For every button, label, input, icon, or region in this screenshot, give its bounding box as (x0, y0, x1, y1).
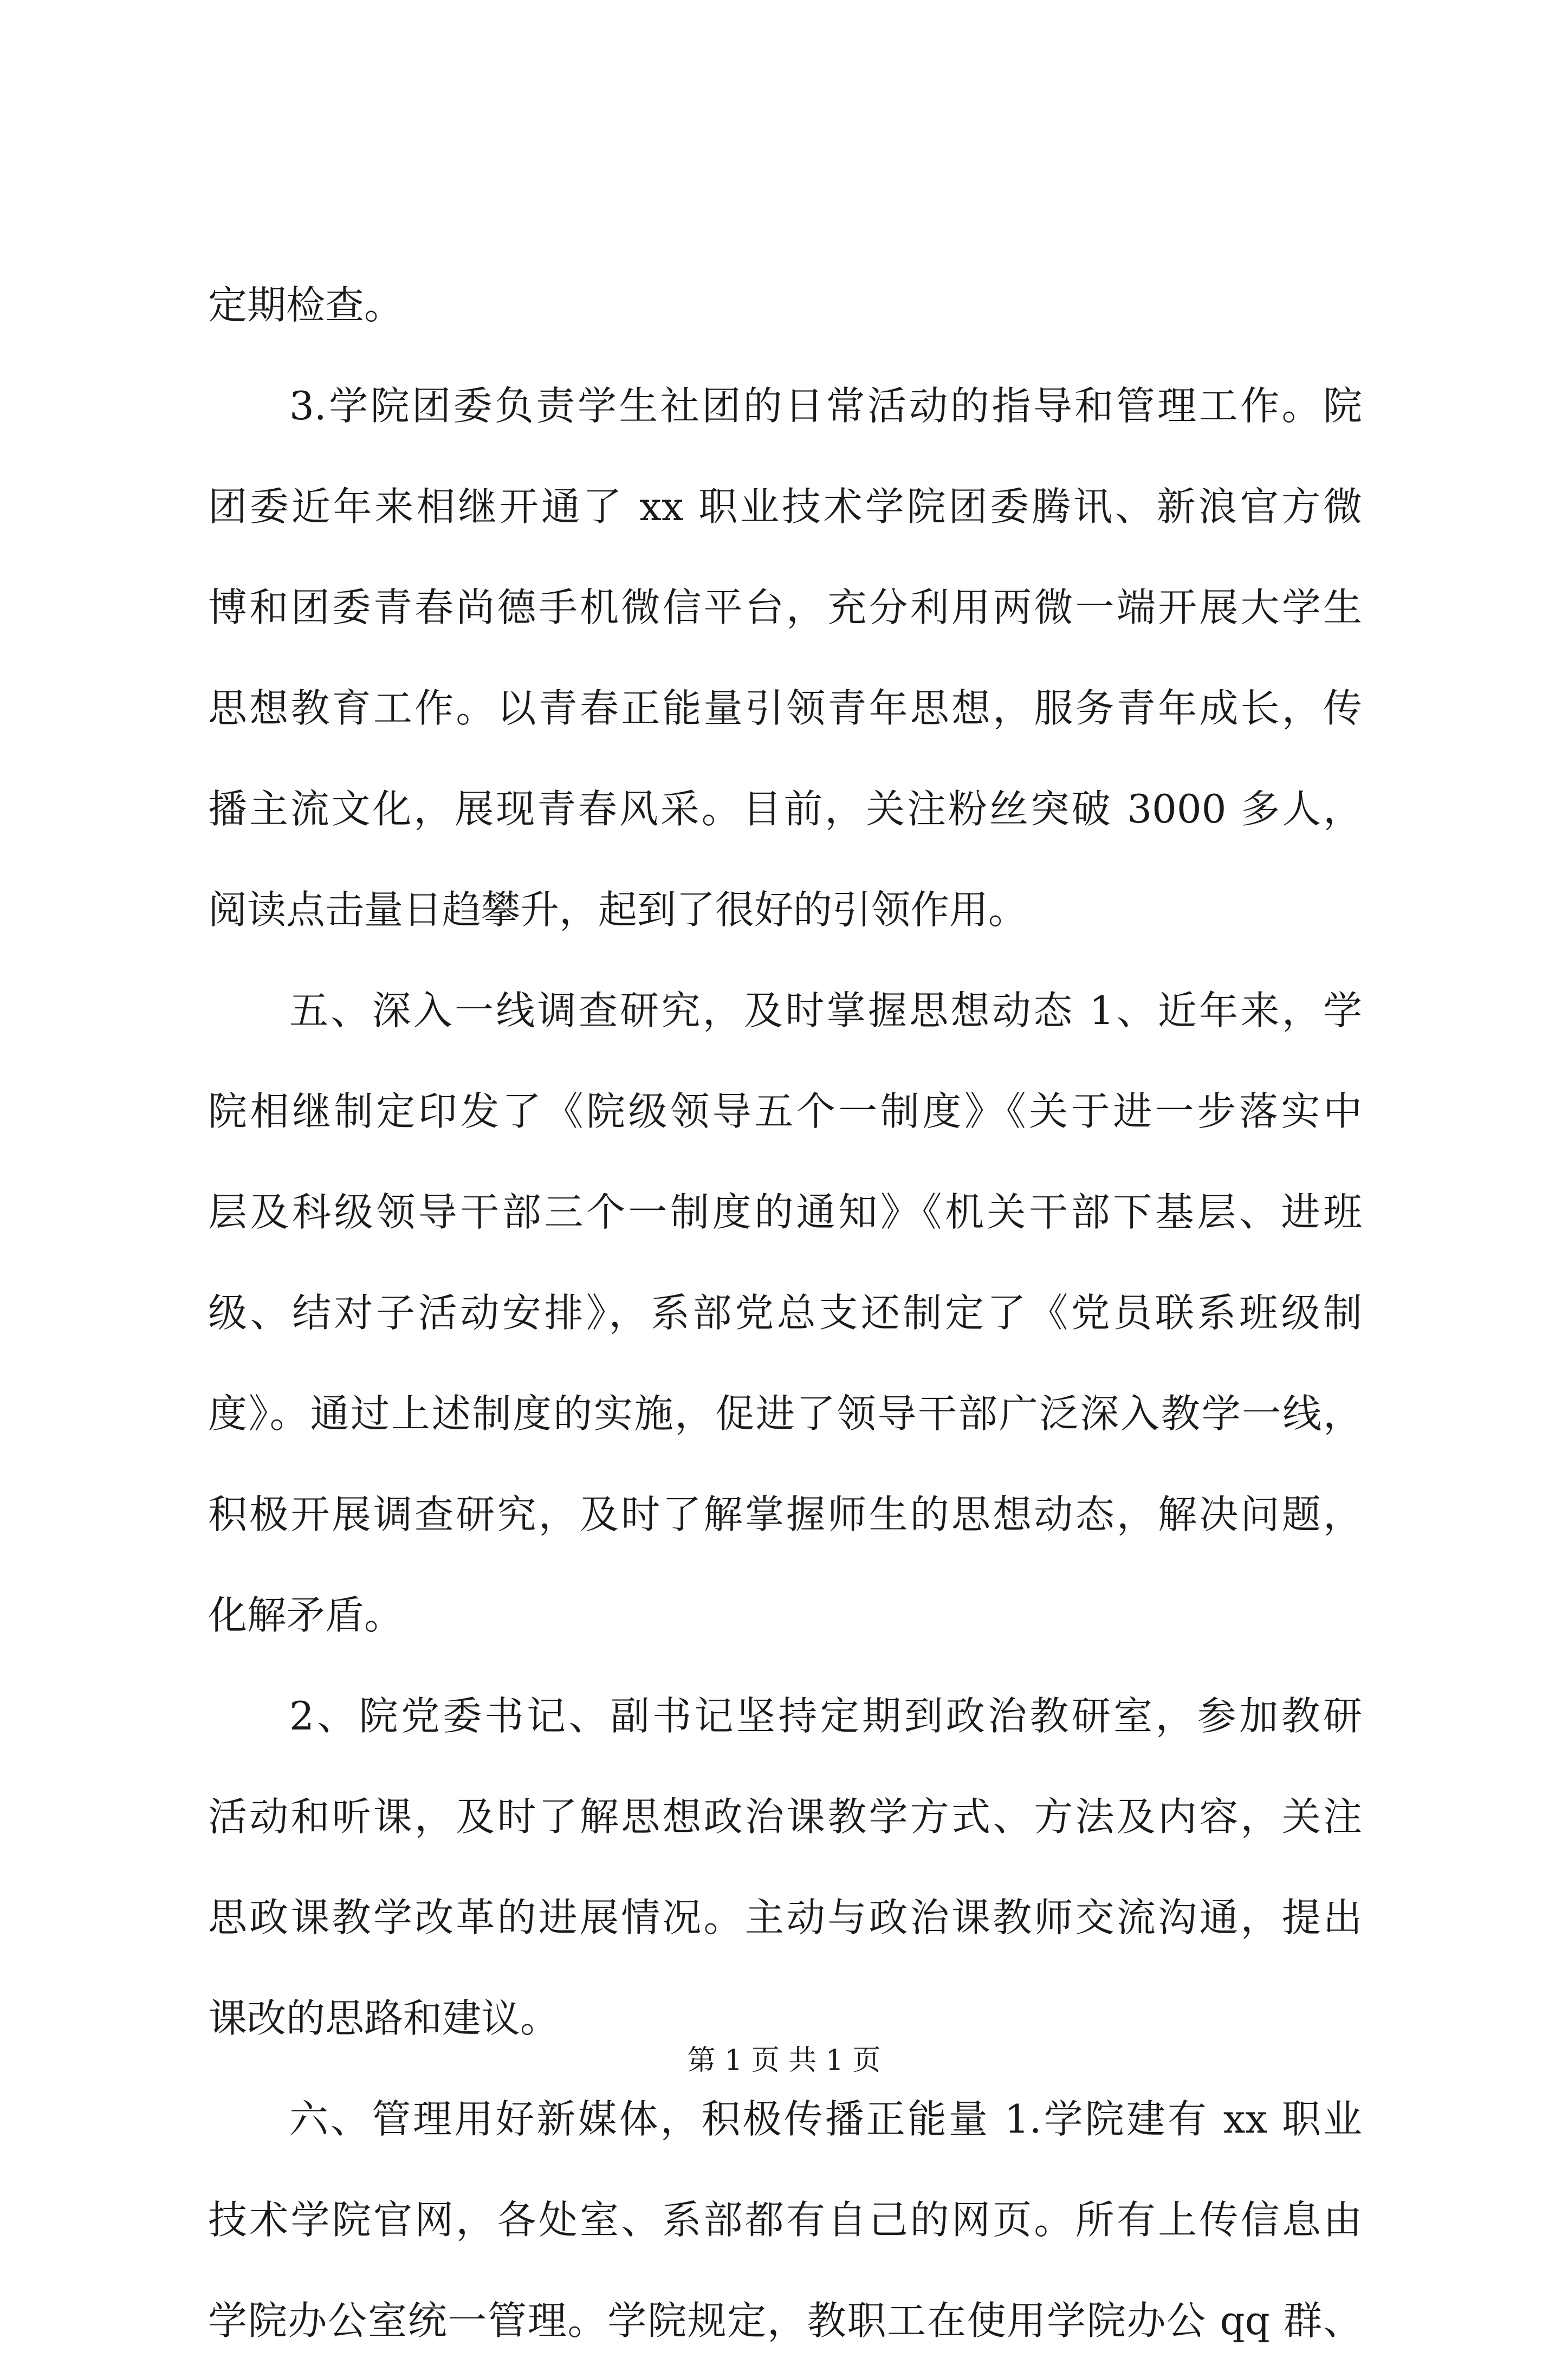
text-line: 度》。通过上述制度的实施，促进了领导干部广泛深入教学一线， (208, 1391, 1362, 1436)
text-line: 播主流文化，展现青春风采。目前，关注粉丝突破 3000 多人， (208, 786, 1362, 832)
text-line: 2、院党委书记、副书记坚持定期到政治教研室，参加教研 (289, 1693, 1362, 1739)
page-footer (0, 2042, 1568, 2080)
text-line: 定期检查。 (208, 282, 404, 328)
text-line: 团委近年来相继开通了 xx 职业技术学院团委腾讯、新浪官方微 (208, 484, 1362, 529)
text-line: 思政课教学改革的进展情况。主动与政治课教师交流沟通，提出 (208, 1895, 1362, 1940)
text-line: 六、管理用好新媒体，积极传播正能量 1.学院建有 xx 职业 (289, 2096, 1362, 2142)
text-line: 积极开展调查研究，及时了解掌握师生的思想动态，解决问题， (208, 1492, 1362, 1537)
text-line: 院相继制定印发了《院级领导五个一制度》《关于进一步落实中 (208, 1089, 1362, 1134)
page-number-label: 第 1 页 共 1 页 (687, 2044, 881, 2077)
text-line: 活动和听课，及时了解思想政治课教学方式、方法及内容，关注 (208, 1794, 1362, 1839)
text-line: 化解矛盾。 (208, 1592, 404, 1638)
text-line: 级、结对子活动安排》，系部党总支还制定了《党员联系班级制 (208, 1290, 1362, 1336)
text-line: 五、深入一线调查研究，及时掌握思想动态 1、近年来，学 (289, 988, 1362, 1033)
text-line: 课改的思路和建议。 (208, 1996, 560, 2041)
text-line: 层及科级领导干部三个一制度的通知》《机关干部下基层、进班 (208, 1189, 1362, 1235)
text-line: 博和团委青春尚德手机微信平台，充分利用两微一端开展大学生 (208, 585, 1362, 630)
text-line: 阅读点击量日趋攀升，起到了很好的引领作用。 (208, 887, 1028, 932)
text-line: 3.学院团委负责学生社团的日常活动的指导和管理工作。院 (289, 383, 1362, 429)
text-line: 技术学院官网，各处室、系部都有自己的网页。所有上传信息由 (208, 2197, 1362, 2243)
text-line: 学院办公室统一管理。学院规定，教职工在使用学院办公 qq 群、 (208, 2298, 1362, 2343)
text-line: 思想教育工作。以青春正能量引领青年思想，服务青年成长，传 (208, 685, 1362, 731)
